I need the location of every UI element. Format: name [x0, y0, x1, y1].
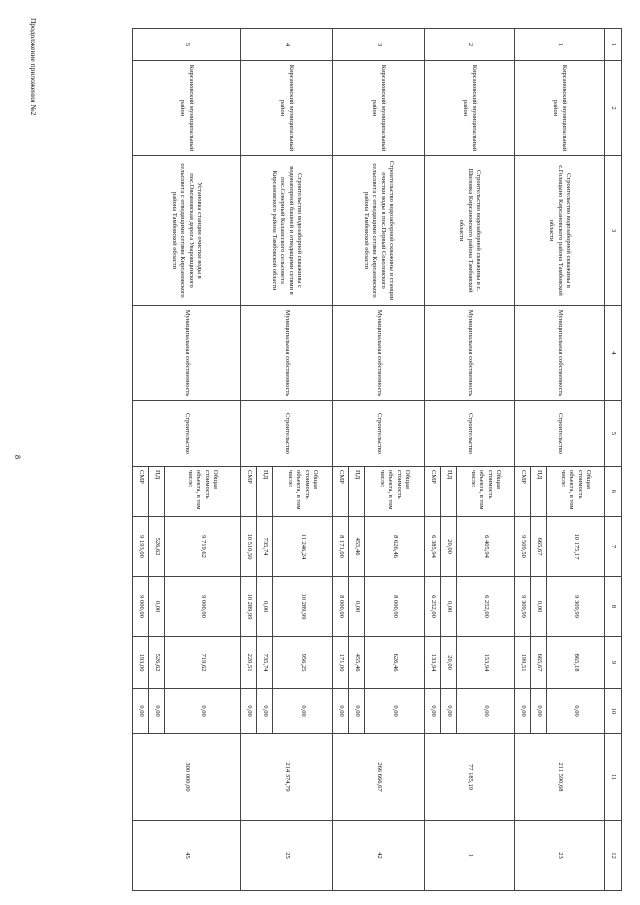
column-number-row	[605, 29, 622, 891]
total-col9: 719,62	[165, 637, 241, 689]
smr-col9: 171,00	[333, 637, 349, 689]
total-col7: 11 246,24	[273, 517, 333, 577]
ownership-cell: Муниципальная собственность	[515, 306, 605, 401]
pd-col8: 0,00	[441, 577, 457, 637]
total-cost-label: Общая стоимость объекта, в том числе:	[365, 467, 425, 517]
col-number-10: 10	[605, 689, 622, 734]
pd-col9: 526,62	[149, 637, 165, 689]
row-number: 1	[515, 29, 605, 61]
col-number-3: 3	[605, 156, 622, 306]
page-number: 8	[13, 455, 22, 459]
total-col7: 6 405,94	[457, 517, 515, 577]
pd-col8: 0,00	[257, 577, 273, 637]
ownership-cell: Муниципальная собственность	[333, 306, 425, 401]
object-name-cell: Строительство водозаборной скважины в с. Шиловка Кирсановского района Тамбовской области	[425, 156, 515, 306]
pd-col7: 455,46	[349, 517, 365, 577]
smr-col8: 10 289,99	[241, 577, 257, 637]
pd-label: ПД	[441, 467, 457, 517]
smr-col10: 0,00	[133, 689, 149, 734]
ownership-cell: Муниципальная собственность	[241, 306, 333, 401]
smr-label: СМР	[133, 467, 149, 517]
pd-col9: 665,67	[531, 637, 547, 689]
pd-col10: 0,00	[149, 689, 165, 734]
pd-label: ПД	[149, 467, 165, 517]
smr-col7: 8 171,00	[333, 517, 349, 577]
col12-cell: 25	[241, 821, 333, 891]
col-number-7: 7	[605, 517, 622, 577]
col11-cell: 214 374,79	[241, 734, 333, 821]
col12-cell: 42	[333, 821, 425, 891]
pd-col10: 0,00	[441, 689, 457, 734]
smr-col8: 8 000,00	[333, 577, 349, 637]
pd-col10: 0,00	[349, 689, 365, 734]
col11-cell: 300 000,00	[133, 734, 241, 821]
total-col9: 153,94	[457, 637, 515, 689]
total-col8: 8 000,00	[365, 577, 425, 637]
district-cell: Кирсановский муниципальный район	[515, 61, 605, 156]
col-number-11: 11	[605, 734, 622, 821]
smr-label: СМР	[333, 467, 349, 517]
pd-col9: 455,46	[349, 637, 365, 689]
pd-label: ПД	[257, 467, 273, 517]
col-number-1: 1	[605, 29, 622, 61]
pd-col8: 0,00	[349, 577, 365, 637]
table-row	[547, 29, 605, 891]
col11-cell: 211 590,68	[515, 734, 605, 821]
total-col9: 865,18	[547, 637, 605, 689]
col12-cell: 45	[133, 821, 241, 891]
total-cost-label: Общая стоимость объекта, в том числе:	[165, 467, 241, 517]
smr-col9: 133,94	[425, 637, 441, 689]
total-col10: 0,00	[273, 689, 333, 734]
district-cell: Кирсановский муниципальный район	[241, 61, 333, 156]
total-col7: 9 719,62	[165, 517, 241, 577]
pd-col8: 0,00	[149, 577, 165, 637]
col-number-12: 12	[605, 821, 622, 891]
smr-col9: 199,51	[515, 637, 531, 689]
smr-col9: 193,00	[133, 637, 149, 689]
total-cost-label: Общая стоимость объекта, в том числе:	[457, 467, 515, 517]
total-col10: 0,00	[165, 689, 241, 734]
investment-table	[132, 28, 622, 891]
object-name-cell: Строительство водозаборной скважины с водонапорной башней и отводящими сетями в пос.Северный Калаисского сельсовета Кирсановского района Тамбовской области	[241, 156, 333, 306]
smr-col10: 0,00	[425, 689, 441, 734]
row-number: 3	[333, 29, 425, 61]
row-number: 5	[133, 29, 241, 61]
object-name-cell: Строительство водозаборной скважины в с.Голицыно Кирсановского района Тамбовской области	[515, 156, 605, 306]
smr-col7: 9 509,50	[515, 517, 531, 577]
smr-col9: 220,51	[241, 637, 257, 689]
col12-cell: 1	[425, 821, 515, 891]
district-cell: Кирсановский муниципальный район	[333, 61, 425, 156]
total-col10: 0,00	[457, 689, 515, 734]
smr-col7: 6 385,94	[425, 517, 441, 577]
smr-col10: 0,00	[241, 689, 257, 734]
col-number-9: 9	[605, 637, 622, 689]
object-name-cell: Установка станции очистки воды в пос.Овсяновская дорога Уваровщинского сельсовета с отводящими сетями Кирсановского района Тамбовской области	[133, 156, 241, 306]
district-cell: Кирсановский муниципальный район	[425, 61, 515, 156]
pd-col9: 735,74	[257, 637, 273, 689]
work-type-cell: Строительство	[241, 401, 333, 467]
col11-cell: 266 666,67	[333, 734, 425, 821]
pd-col10: 0,00	[257, 689, 273, 734]
investment-table-container	[57, 28, 622, 890]
smr-label: СМР	[515, 467, 531, 517]
total-cost-label: Общая стоимость объекта, в том числе:	[547, 467, 605, 517]
total-col8: 6 252,00	[457, 577, 515, 637]
smr-col10: 0,00	[515, 689, 531, 734]
table-row	[457, 29, 515, 891]
total-cost-label: Общая стоимость объекта, в том числе:	[273, 467, 333, 517]
smr-col10: 0,00	[333, 689, 349, 734]
work-type-cell: Строительство	[133, 401, 241, 467]
pd-label: ПД	[349, 467, 365, 517]
smr-col8: 6 252,00	[425, 577, 441, 637]
row-number: 2	[425, 29, 515, 61]
work-type-cell: Строительство	[425, 401, 515, 467]
row-number: 4	[241, 29, 333, 61]
col11-cell: 77 185,19	[425, 734, 515, 821]
col-number-6: 6	[605, 467, 622, 517]
object-name-cell: Строительство водозаборной скважины и станции очистки воды в пос.Первый Соколовского сельсовета с отводящими сетями Кирсановского района Тамбовской области	[333, 156, 425, 306]
smr-col7: 9 193,00	[133, 517, 149, 577]
total-col10: 0,00	[547, 689, 605, 734]
pd-col7: 735,74	[257, 517, 273, 577]
col-number-2: 2	[605, 61, 622, 156]
col-number-8: 8	[605, 577, 622, 637]
table-row	[165, 29, 241, 891]
table-row	[365, 29, 425, 891]
smr-label: СМР	[425, 467, 441, 517]
district-cell: Кирсановский муниципальный район	[133, 61, 241, 156]
pd-col8: 0,00	[531, 577, 547, 637]
smr-col8: 9 309,99	[515, 577, 531, 637]
appendix-caption: Продолжение приложения №2	[29, 18, 38, 116]
pd-col7: 665,67	[531, 517, 547, 577]
table-row	[273, 29, 333, 891]
ownership-cell: Муниципальная собственность	[133, 306, 241, 401]
smr-label: СМР	[241, 467, 257, 517]
total-col9: 956,25	[273, 637, 333, 689]
total-col10: 0,00	[365, 689, 425, 734]
total-col8: 9 309,99	[547, 577, 605, 637]
total-col7: 8 626,46	[365, 517, 425, 577]
pd-label: ПД	[531, 467, 547, 517]
total-col8: 9 000,00	[165, 577, 241, 637]
smr-col8: 9 000,00	[133, 577, 149, 637]
pd-col7: 526,62	[149, 517, 165, 577]
pd-col9: 20,00	[441, 637, 457, 689]
col-number-5: 5	[605, 401, 622, 467]
total-col8: 10 289,99	[273, 577, 333, 637]
work-type-cell: Строительство	[515, 401, 605, 467]
pd-col7: 20,00	[441, 517, 457, 577]
total-col7: 10 175,17	[547, 517, 605, 577]
pd-col10: 0,00	[531, 689, 547, 734]
ownership-cell: Муниципальная собственность	[425, 306, 515, 401]
total-col9: 626,46	[365, 637, 425, 689]
smr-col7: 10 510,50	[241, 517, 257, 577]
work-type-cell: Строительство	[333, 401, 425, 467]
col-number-4: 4	[605, 306, 622, 401]
col12-cell: 23	[515, 821, 605, 891]
